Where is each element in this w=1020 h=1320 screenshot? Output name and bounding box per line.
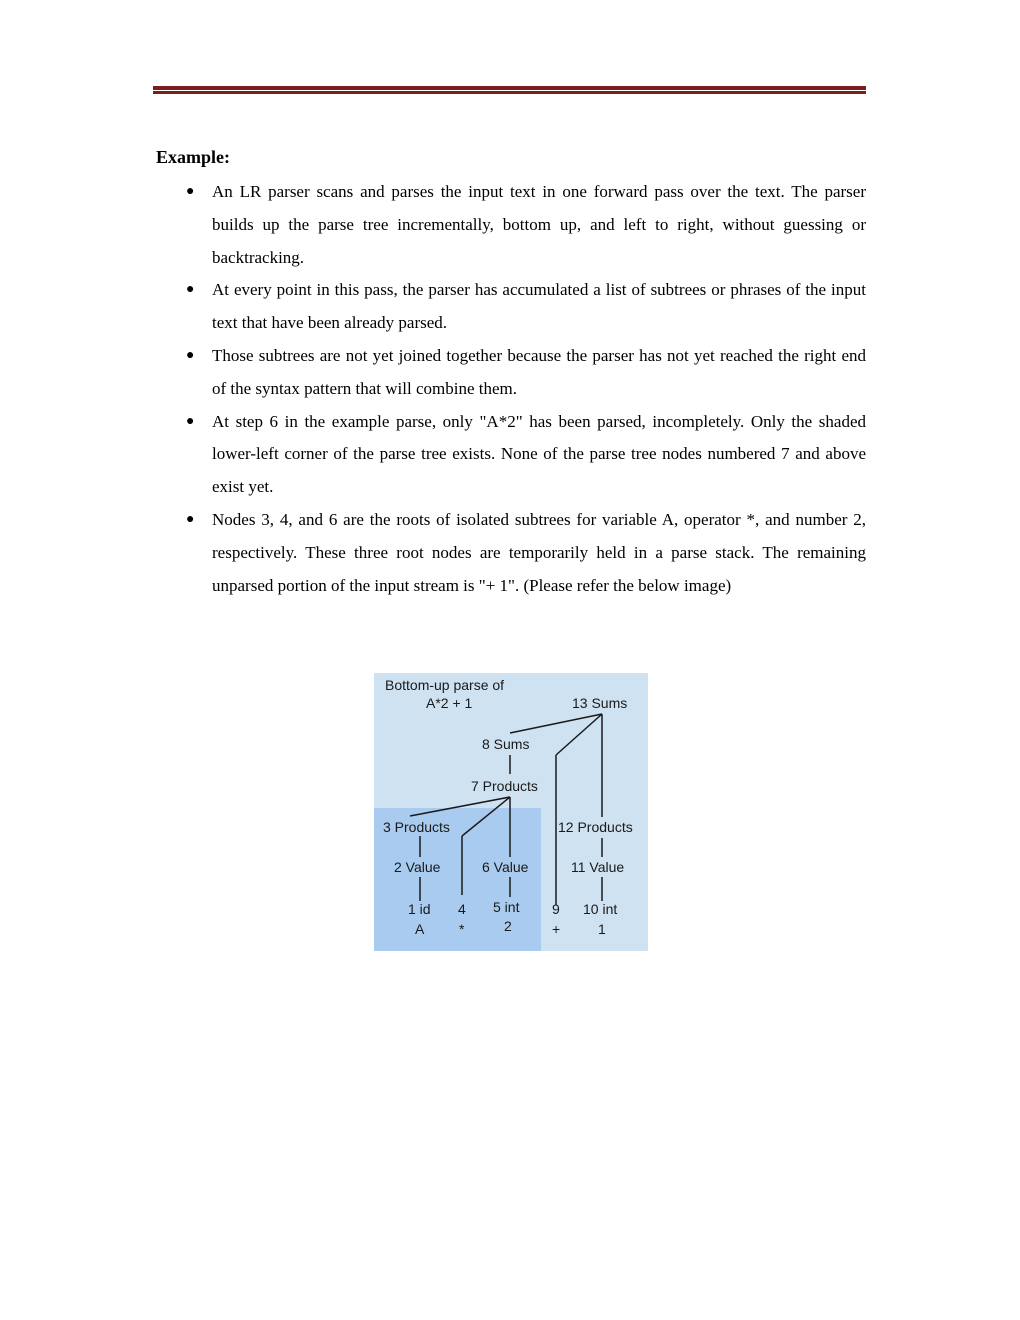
list-item — [156, 504, 866, 602]
node-5-int: 5 int — [493, 899, 520, 915]
node-1-id: 1 id — [408, 901, 431, 917]
bullet-icon: ● — [186, 413, 195, 429]
node-11-value: 11 Value — [571, 859, 625, 875]
node-2-value: 2 Value — [394, 859, 441, 875]
bullet-text: Nodes 3, 4, and 6 are the roots of isolated subtrees for variable A, operator *, and number 2, respectively. These three root nodes are temporarily held in a parse stack. The remaining unparsed portion of the input stream is "+ 1". (Please refer the below image) — [212, 509, 866, 595]
token-1: 1 — [598, 921, 606, 937]
node-7-products: 7 Products — [471, 778, 538, 794]
figure-title-line1: Bottom-up parse of — [385, 677, 505, 693]
bullet-text: At step 6 in the example parse, only "A*2" has been parsed, incompletely. Only the shaded lower-left corner of the parse tree exists. None of the parse tree nodes numbered 7 and above exist yet. — [212, 411, 866, 497]
list-item — [156, 176, 866, 274]
header-rule-thick — [153, 86, 866, 90]
bullet-list — [156, 176, 866, 602]
node-9: 9 — [552, 901, 560, 917]
node-8-sums: 8 Sums — [482, 736, 530, 752]
node-12-products: 12 Products — [558, 819, 633, 835]
node-13-sums: 13 Sums — [572, 695, 628, 711]
token-star: * — [459, 921, 465, 937]
parse-tree-diagram — [374, 673, 648, 951]
bullet-icon: ● — [186, 347, 195, 363]
node-6-value: 6 Value — [482, 859, 529, 875]
bullet-icon: ● — [186, 282, 195, 298]
token-plus: + — [552, 921, 561, 937]
parse-tree-figure — [374, 673, 648, 951]
node-10-int: 10 int — [583, 901, 618, 917]
list-item — [156, 340, 866, 406]
header-rule-thin — [153, 91, 866, 94]
bullet-icon: ● — [186, 511, 195, 527]
bullet-text: Those subtrees are not yet joined together because the parser has not yet reached the right end of the syntax pattern that will combine them. — [212, 345, 866, 398]
section-heading: Example: — [156, 147, 230, 167]
bullet-icon: ● — [186, 184, 195, 199]
edge-13-9 — [556, 714, 602, 755]
token-2: 2 — [504, 918, 512, 934]
list-item — [156, 274, 866, 340]
figure-title-line2: A*2 + 1 — [426, 695, 473, 711]
node-3-products: 3 Products — [383, 819, 450, 835]
list-item — [156, 406, 866, 504]
node-4: 4 — [458, 901, 466, 917]
edge-13-8 — [510, 714, 602, 733]
token-a: A — [415, 921, 425, 937]
bullet-text: At every point in this pass, the parser has accumulated a list of subtrees or phrases of the input text that have been already parsed. — [212, 280, 866, 333]
bullet-text: An LR parser scans and parses the input text in one forward pass over the text. The parser builds up the parse tree incrementally, bottom up, and left to right, without guessing or backtracking. — [212, 182, 866, 267]
